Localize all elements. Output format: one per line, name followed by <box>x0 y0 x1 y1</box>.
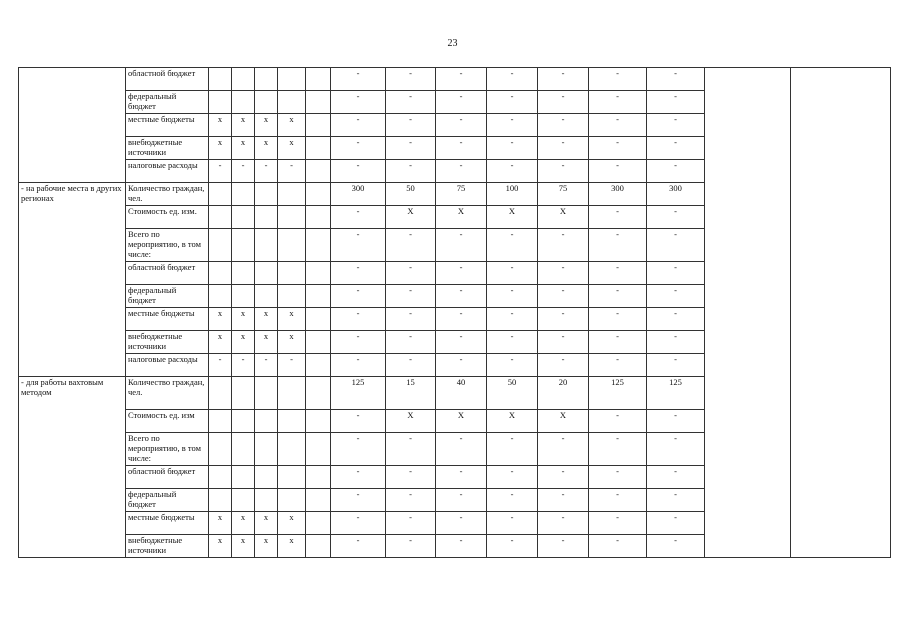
mark-cell: - <box>278 354 306 377</box>
value-cell: - <box>538 433 589 466</box>
mark-cell <box>255 91 278 114</box>
budget-table <box>18 67 891 558</box>
value-cell: - <box>436 354 487 377</box>
mark-cell: x <box>278 308 306 331</box>
row-name: областной бюджет <box>126 466 209 489</box>
mark-cell: x <box>209 137 232 160</box>
value-cell: - <box>589 262 647 285</box>
row-name: Стоимость ед. изм. <box>126 206 209 229</box>
spacer-cell <box>306 331 331 354</box>
value-cell: - <box>487 466 538 489</box>
value-cell: 75 <box>436 183 487 206</box>
mark-cell <box>209 206 232 229</box>
value-cell: - <box>538 285 589 308</box>
value-cell: - <box>436 229 487 262</box>
mark-cell: x <box>278 114 306 137</box>
value-cell: - <box>589 68 647 91</box>
value-cell: - <box>589 354 647 377</box>
spacer-cell <box>306 466 331 489</box>
spacer-cell <box>306 433 331 466</box>
value-cell: - <box>436 91 487 114</box>
mark-cell: x <box>209 114 232 137</box>
value-cell: - <box>436 308 487 331</box>
value-cell: - <box>647 512 705 535</box>
mark-cell: x <box>278 512 306 535</box>
spacer-cell <box>306 68 331 91</box>
mark-cell: x <box>278 137 306 160</box>
row-name: внебюджетные источники <box>126 137 209 160</box>
value-cell: - <box>436 331 487 354</box>
value-cell: - <box>331 160 386 183</box>
mark-cell <box>278 285 306 308</box>
value-cell: - <box>647 331 705 354</box>
value-cell: - <box>386 229 436 262</box>
value-cell: 20 <box>538 377 589 410</box>
value-cell: - <box>386 137 436 160</box>
mark-cell <box>278 91 306 114</box>
mark-cell <box>232 183 255 206</box>
mark-cell <box>232 410 255 433</box>
mark-cell: x <box>232 331 255 354</box>
section-label: - для работы вахтовым методом <box>19 377 126 558</box>
value-cell: - <box>386 535 436 558</box>
mark-cell: - <box>209 354 232 377</box>
value-cell: - <box>538 354 589 377</box>
value-cell: - <box>589 308 647 331</box>
value-cell: 40 <box>436 377 487 410</box>
value-cell: - <box>487 137 538 160</box>
value-cell: - <box>386 466 436 489</box>
value-cell: - <box>589 331 647 354</box>
mark-cell <box>232 466 255 489</box>
value-cell: - <box>331 410 386 433</box>
section-label: - на рабочие места в других регионах <box>19 183 126 377</box>
value-cell: - <box>487 285 538 308</box>
value-cell: X <box>487 206 538 229</box>
value-cell: - <box>589 91 647 114</box>
value-cell: - <box>589 489 647 512</box>
value-cell: 50 <box>386 183 436 206</box>
value-cell: - <box>436 535 487 558</box>
value-cell: - <box>386 308 436 331</box>
value-cell: 125 <box>589 377 647 410</box>
value-cell: - <box>647 354 705 377</box>
mark-cell: - <box>232 354 255 377</box>
mark-cell <box>209 262 232 285</box>
value-cell: 100 <box>487 183 538 206</box>
value-cell: - <box>647 489 705 512</box>
note-cell-2 <box>791 68 891 558</box>
value-cell: - <box>331 114 386 137</box>
value-cell: - <box>647 91 705 114</box>
mark-cell: - <box>255 160 278 183</box>
mark-cell <box>232 206 255 229</box>
value-cell: - <box>386 91 436 114</box>
mark-cell <box>255 466 278 489</box>
spacer-cell <box>306 160 331 183</box>
mark-cell: - <box>278 160 306 183</box>
mark-cell <box>209 377 232 410</box>
mark-cell: x <box>232 512 255 535</box>
mark-cell: x <box>278 535 306 558</box>
value-cell: X <box>436 410 487 433</box>
value-cell: - <box>331 206 386 229</box>
mark-cell: x <box>232 114 255 137</box>
mark-cell <box>232 262 255 285</box>
value-cell: - <box>487 354 538 377</box>
value-cell: X <box>436 206 487 229</box>
row-name: Всего по мероприятию, в том числе: <box>126 229 209 262</box>
spacer-cell <box>306 114 331 137</box>
spacer-cell <box>306 308 331 331</box>
spacer-cell <box>306 489 331 512</box>
spacer-cell <box>306 137 331 160</box>
value-cell: - <box>386 489 436 512</box>
value-cell: - <box>538 68 589 91</box>
row-name: Количество граждан, чел. <box>126 183 209 206</box>
value-cell: - <box>647 308 705 331</box>
mark-cell: x <box>232 535 255 558</box>
value-cell: - <box>436 489 487 512</box>
mark-cell: x <box>255 137 278 160</box>
value-cell: - <box>538 466 589 489</box>
mark-cell <box>278 410 306 433</box>
row-name: местные бюджеты <box>126 512 209 535</box>
value-cell: - <box>487 331 538 354</box>
spacer-cell <box>306 91 331 114</box>
mark-cell <box>232 68 255 91</box>
value-cell: 50 <box>487 377 538 410</box>
value-cell: - <box>538 114 589 137</box>
value-cell: - <box>386 433 436 466</box>
value-cell: - <box>538 137 589 160</box>
mark-cell <box>278 229 306 262</box>
value-cell: - <box>386 512 436 535</box>
mark-cell: - <box>232 160 255 183</box>
mark-cell <box>209 285 232 308</box>
value-cell: - <box>647 410 705 433</box>
mark-cell: x <box>255 331 278 354</box>
value-cell: - <box>589 535 647 558</box>
spacer-cell <box>306 206 331 229</box>
row-name: областной бюджет <box>126 262 209 285</box>
value-cell: - <box>589 512 647 535</box>
spacer-cell <box>306 377 331 410</box>
mark-cell <box>209 91 232 114</box>
mark-cell <box>278 466 306 489</box>
value-cell: - <box>487 262 538 285</box>
value-cell: - <box>331 285 386 308</box>
value-cell: - <box>331 466 386 489</box>
value-cell: - <box>487 512 538 535</box>
value-cell: 300 <box>589 183 647 206</box>
value-cell: - <box>386 331 436 354</box>
spacer-cell <box>306 410 331 433</box>
value-cell: - <box>436 160 487 183</box>
value-cell: X <box>487 410 538 433</box>
value-cell: - <box>487 535 538 558</box>
mark-cell <box>232 91 255 114</box>
mark-cell <box>255 206 278 229</box>
mark-cell: x <box>209 535 232 558</box>
value-cell: - <box>647 206 705 229</box>
value-cell: - <box>386 262 436 285</box>
mark-cell <box>278 206 306 229</box>
section-label <box>19 68 126 183</box>
value-cell: - <box>386 68 436 91</box>
value-cell: - <box>331 137 386 160</box>
mark-cell <box>255 229 278 262</box>
mark-cell: x <box>255 535 278 558</box>
spacer-cell <box>306 354 331 377</box>
value-cell: - <box>589 433 647 466</box>
value-cell: - <box>331 489 386 512</box>
value-cell: X <box>538 410 589 433</box>
value-cell: - <box>487 489 538 512</box>
value-cell: - <box>436 433 487 466</box>
value-cell: - <box>331 308 386 331</box>
value-cell: - <box>331 229 386 262</box>
value-cell: - <box>538 262 589 285</box>
value-cell: - <box>487 114 538 137</box>
mark-cell: x <box>255 512 278 535</box>
mark-cell <box>278 68 306 91</box>
value-cell: - <box>487 229 538 262</box>
value-cell: - <box>589 114 647 137</box>
value-cell: - <box>436 512 487 535</box>
value-cell: - <box>647 68 705 91</box>
mark-cell <box>255 183 278 206</box>
mark-cell <box>255 262 278 285</box>
mark-cell <box>255 410 278 433</box>
value-cell: - <box>386 354 436 377</box>
mark-cell <box>209 489 232 512</box>
row-name: Количество граждан, чел. <box>126 377 209 410</box>
value-cell: - <box>331 331 386 354</box>
mark-cell <box>232 433 255 466</box>
mark-cell: x <box>255 308 278 331</box>
value-cell: - <box>331 535 386 558</box>
value-cell: - <box>487 308 538 331</box>
value-cell: 125 <box>647 377 705 410</box>
page-number: 23 <box>447 38 458 49</box>
value-cell: - <box>331 91 386 114</box>
value-cell: 75 <box>538 183 589 206</box>
value-cell: - <box>386 160 436 183</box>
mark-cell <box>255 68 278 91</box>
mark-cell: x <box>232 137 255 160</box>
row-name: федеральный бюджет <box>126 489 209 512</box>
mark-cell: x <box>209 331 232 354</box>
row-name: налоговые расходы <box>126 160 209 183</box>
value-cell: - <box>386 114 436 137</box>
value-cell: - <box>331 68 386 91</box>
mark-cell <box>255 377 278 410</box>
mark-cell <box>209 183 232 206</box>
value-cell: 15 <box>386 377 436 410</box>
value-cell: - <box>538 512 589 535</box>
mark-cell: x <box>209 512 232 535</box>
value-cell: - <box>647 114 705 137</box>
value-cell: X <box>386 206 436 229</box>
value-cell: - <box>647 433 705 466</box>
row-name: Стоимость ед. изм <box>126 410 209 433</box>
value-cell: - <box>647 137 705 160</box>
value-cell: 125 <box>331 377 386 410</box>
mark-cell: x <box>232 308 255 331</box>
spacer-cell <box>306 262 331 285</box>
mark-cell <box>255 489 278 512</box>
value-cell: - <box>589 137 647 160</box>
row-name: федеральный бюджет <box>126 285 209 308</box>
value-cell: - <box>647 535 705 558</box>
value-cell: - <box>487 91 538 114</box>
mark-cell: x <box>278 331 306 354</box>
spacer-cell <box>306 183 331 206</box>
table-body <box>19 68 891 558</box>
value-cell: - <box>538 91 589 114</box>
mark-cell <box>232 377 255 410</box>
mark-cell <box>255 433 278 466</box>
mark-cell <box>209 229 232 262</box>
table-row <box>19 68 891 91</box>
mark-cell: - <box>255 354 278 377</box>
row-name: местные бюджеты <box>126 308 209 331</box>
value-cell: - <box>436 262 487 285</box>
value-cell: 300 <box>647 183 705 206</box>
row-name: налоговые расходы <box>126 354 209 377</box>
value-cell: - <box>589 229 647 262</box>
value-cell: - <box>589 285 647 308</box>
mark-cell <box>232 489 255 512</box>
row-name: Всего по мероприятию, в том числе: <box>126 433 209 466</box>
mark-cell <box>209 68 232 91</box>
mark-cell <box>209 466 232 489</box>
row-name: федеральный бюджет <box>126 91 209 114</box>
value-cell: - <box>647 229 705 262</box>
value-cell: - <box>589 466 647 489</box>
value-cell: - <box>538 229 589 262</box>
value-cell: - <box>331 433 386 466</box>
row-name: местные бюджеты <box>126 114 209 137</box>
value-cell: - <box>538 331 589 354</box>
value-cell: - <box>647 160 705 183</box>
value-cell: - <box>487 160 538 183</box>
value-cell: - <box>538 160 589 183</box>
value-cell: - <box>331 262 386 285</box>
mark-cell: x <box>209 308 232 331</box>
value-cell: - <box>386 285 436 308</box>
value-cell: X <box>538 206 589 229</box>
mark-cell <box>278 433 306 466</box>
value-cell: - <box>436 114 487 137</box>
value-cell: 300 <box>331 183 386 206</box>
spacer-cell <box>306 535 331 558</box>
mark-cell <box>278 262 306 285</box>
row-name: внебюджетные источники <box>126 535 209 558</box>
spacer-cell <box>306 229 331 262</box>
note-cell-1 <box>705 68 791 558</box>
mark-cell: x <box>255 114 278 137</box>
value-cell: - <box>538 489 589 512</box>
mark-cell <box>255 285 278 308</box>
mark-cell <box>278 489 306 512</box>
value-cell: - <box>538 308 589 331</box>
value-cell: - <box>538 535 589 558</box>
mark-cell <box>278 377 306 410</box>
value-cell: - <box>647 466 705 489</box>
value-cell: X <box>386 410 436 433</box>
value-cell: - <box>589 206 647 229</box>
value-cell: - <box>436 466 487 489</box>
value-cell: - <box>436 137 487 160</box>
value-cell: - <box>647 262 705 285</box>
mark-cell <box>209 410 232 433</box>
spacer-cell <box>306 285 331 308</box>
value-cell: - <box>331 354 386 377</box>
value-cell: - <box>487 68 538 91</box>
mark-cell <box>232 229 255 262</box>
mark-cell <box>232 285 255 308</box>
value-cell: - <box>647 285 705 308</box>
mark-cell <box>209 433 232 466</box>
value-cell: - <box>487 433 538 466</box>
value-cell: - <box>331 512 386 535</box>
value-cell: - <box>589 160 647 183</box>
spacer-cell <box>306 512 331 535</box>
row-name: внебюджетные источники <box>126 331 209 354</box>
mark-cell <box>278 183 306 206</box>
mark-cell: - <box>209 160 232 183</box>
row-name: областной бюджет <box>126 68 209 91</box>
value-cell: - <box>436 285 487 308</box>
value-cell: - <box>589 410 647 433</box>
value-cell: - <box>436 68 487 91</box>
